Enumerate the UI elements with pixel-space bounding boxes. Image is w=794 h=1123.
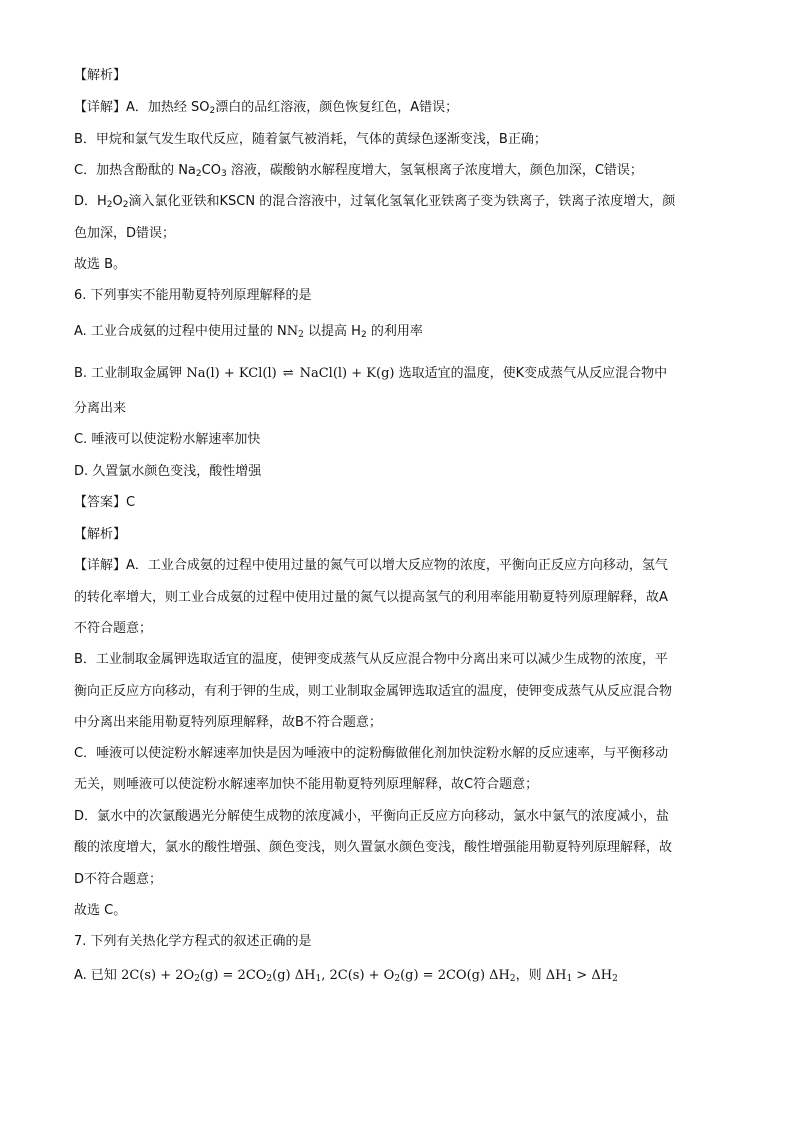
q6-answer: 【答案】C bbox=[74, 495, 136, 510]
q6-analysis-heading: 【解析】 bbox=[74, 527, 127, 542]
q6-detail-b3: 中分离出来能用勒夏特列原理解释，故B不符合题意； bbox=[74, 715, 382, 730]
q5-detail-c: C．加热含酚酞的 $Na_2CO_3$ 溶液，碳酸钠水解程度增大，氢氧根离子浓度增大，颜色加深，C错误； bbox=[74, 163, 643, 179]
q6-detail-a1: 【详解】A．工业合成氨的过程中使用过量的氮气可以增大反应物的浓度，平衡向正反应方向移动，氢气 bbox=[74, 558, 668, 573]
q5-detail-d-line2: 色加深，D错误； bbox=[74, 226, 176, 241]
q6-detail-d2: 酸的浓度增大，氯水的酸性增强、颜色变浅，则久置氯水颜色变浅，酸性增强能用勒夏特列原理解释，故 bbox=[74, 840, 673, 855]
q5-choice: 故选 B。 bbox=[74, 257, 127, 272]
q6-detail-d3: D不符合题意； bbox=[74, 872, 163, 887]
q7-stem: 7. 下列有关热化学方程式的叙述正确的是 bbox=[74, 934, 312, 949]
q7-option-a: A. 已知 $2C(s) + 2O_2(g) = 2CO_2(g)$ $\Delta H_1$, $2C(s) + O_2(g) = 2CO(g)$ $\Delta H_2$，则 $\Delta H_1 > \Delta H_2$ bbox=[74, 968, 618, 984]
q6-detail-b1: B．工业制取金属钾选取适宜的温度，使钾变成蒸气从反应混合物中分离出来可以减少生成物的浓度，平 bbox=[74, 652, 668, 667]
q6-option-a: A. 工业合成氨的过程中使用过量的 $NN_2$ 以提高 $H_2$ 的利用率 bbox=[74, 324, 423, 340]
q5-detail-b: B．甲烷和氯气发生取代反应，随着氯气被消耗，气体的黄绿色逐渐变浅，B正确； bbox=[74, 132, 547, 147]
q6-option-b-line2: 分离出来 bbox=[74, 401, 127, 416]
q6-detail-a3: 不符合题意； bbox=[74, 621, 153, 636]
q6-option-c: C. 唾液可以使淀粉水解速率加快 bbox=[74, 432, 261, 447]
q5-detail-d-line1: D．$H_2O_2$滴入氯化亚铁和KSCN 的混合溶液中，过氧化氢氧化亚铁离子变为铁离子，铁离子浓度增大，颜 bbox=[74, 194, 676, 210]
analysis-heading: 【解析】 bbox=[74, 68, 127, 83]
q6-detail-a2: 的转化率增大，则工业合成氨的过程中使用过量的氮气以提高氢气的利用率能用勒夏特列原理解释，故A bbox=[74, 590, 668, 605]
q6-detail-b2: 衡向正反应方向移动，有利于钾的生成，则工业制取金属钾选取适宜的温度，使钾变成蒸气从反应混合物 bbox=[74, 684, 673, 699]
q6-detail-c1: C．唾液可以使淀粉水解速率加快是因为唾液中的淀粉酶做催化剂加快淀粉水解的反应速率，与平衡移动 bbox=[74, 746, 669, 761]
q6-stem: 6. 下列事实不能用勒夏特列原理解释的是 bbox=[74, 288, 312, 303]
q6-option-b-line1: B. 工业制取金属钾 Na(l) + KCl(l) ⇌ NaCl(l) + K(g) 选取适宜的温度，使K变成蒸气从反应混合物中 bbox=[74, 366, 668, 381]
q5-detail-a: 【详解】A．加热经 $SO_2$漂白的品红溶液，颜色恢复红色，A错误； bbox=[74, 100, 459, 116]
equilibrium-arrows: ⇌ bbox=[282, 366, 294, 381]
q6-detail-c2: 无关，则唾液可以使淀粉水解速率加快不能用勒夏特列原理解释，故C符合题意； bbox=[74, 777, 539, 792]
q6-option-d: D. 久置氯水颜色变浅，酸性增强 bbox=[74, 464, 262, 479]
q6-choice: 故选 C。 bbox=[74, 903, 127, 918]
q6-detail-d1: D．氯水中的次氯酸遇光分解使生成物的浓度减小，平衡向正反应方向移动，氯水中氯气的浓度减小，盐 bbox=[74, 809, 670, 824]
